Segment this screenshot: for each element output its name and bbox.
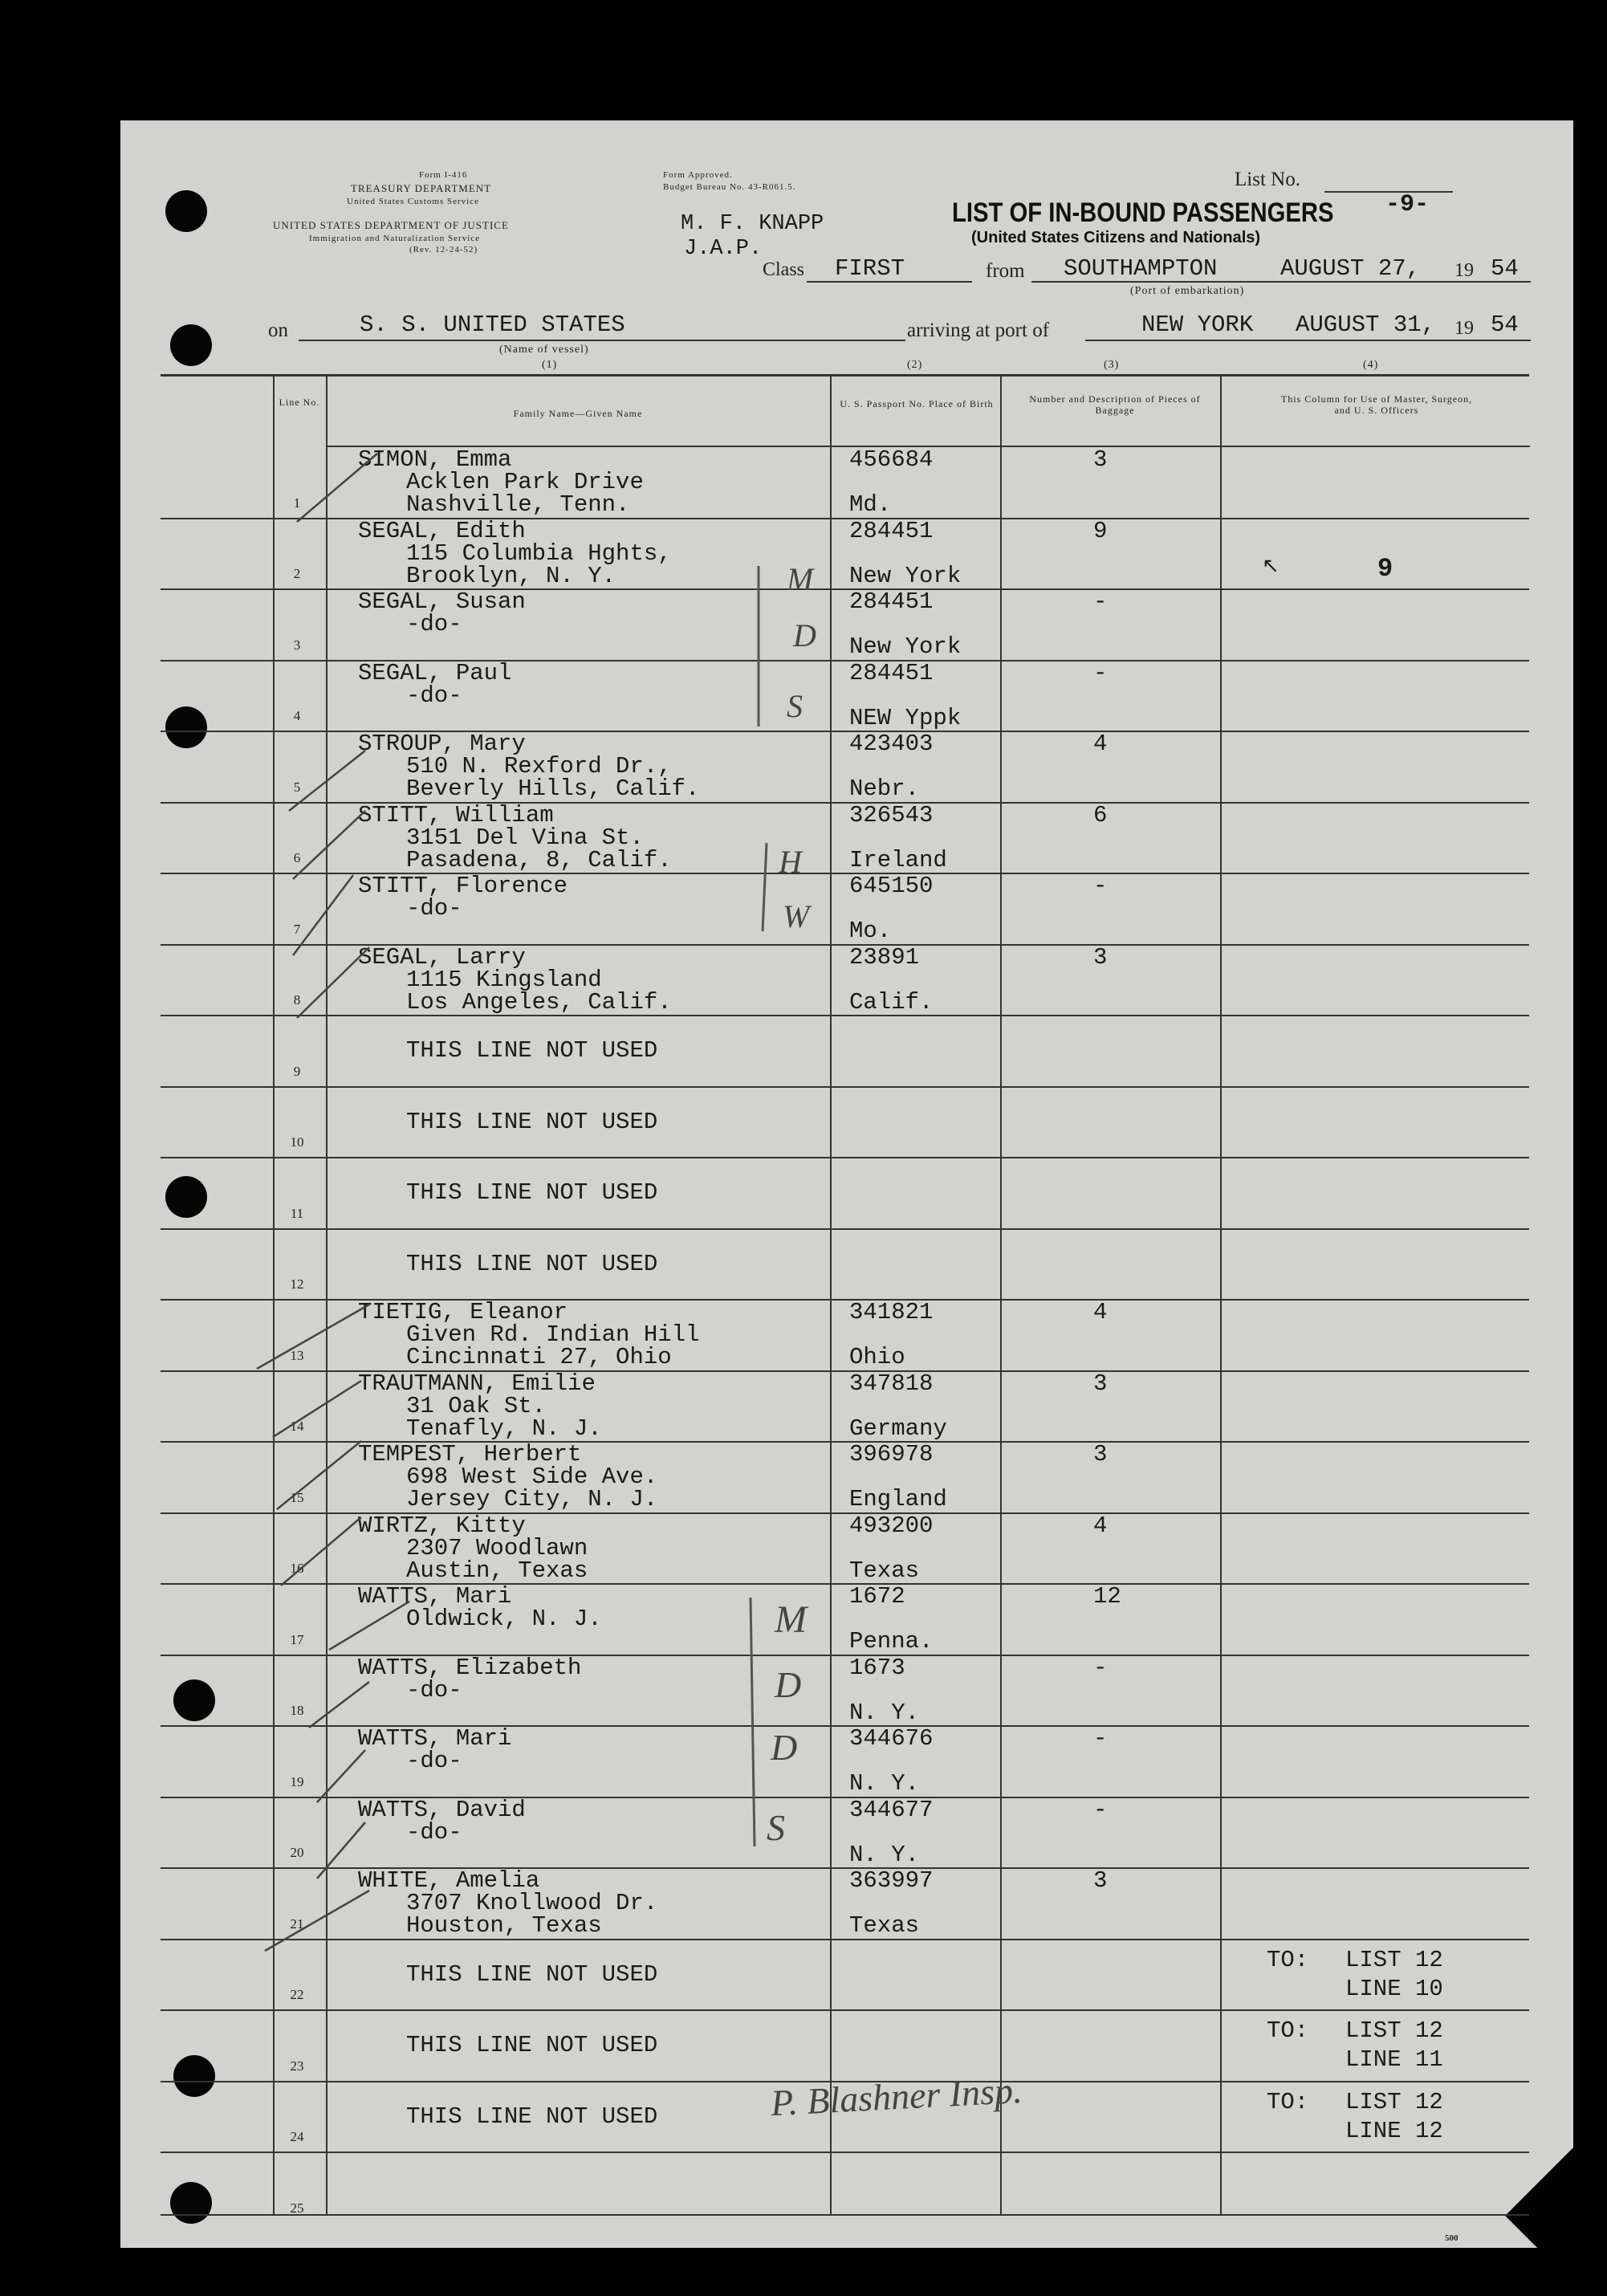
baggage-count: 4 bbox=[1093, 1299, 1108, 1325]
customs-service: United States Customs Service bbox=[347, 197, 479, 206]
unused-line-note: THIS LINE NOT USED bbox=[406, 1179, 658, 1206]
punch-hole bbox=[170, 324, 212, 366]
row-border bbox=[161, 2151, 1529, 2153]
passport-number: 456684 bbox=[849, 446, 934, 473]
passenger-address: Brooklyn, N. Y. bbox=[406, 562, 616, 589]
handwritten-note: D bbox=[771, 1727, 798, 1768]
passenger-address: 3707 Knollwood Dr. bbox=[406, 1890, 658, 1916]
passenger-address: Tenafly, N. J. bbox=[406, 1415, 602, 1442]
line-number: 6 bbox=[293, 850, 301, 865]
passport-number: 347818 bbox=[849, 1370, 934, 1397]
line-number: 20 bbox=[290, 1845, 304, 1860]
line-number: 21 bbox=[290, 1915, 304, 1932]
passenger-address: Jersey City, N. J. bbox=[406, 1486, 658, 1512]
baggage-count: 6 bbox=[1093, 801, 1108, 828]
arrival-date: AUGUST 31, bbox=[1296, 311, 1436, 338]
passenger-address: 510 N. Rexford Dr., bbox=[406, 753, 672, 780]
passport-number: 23891 bbox=[849, 943, 920, 971]
handwritten-note: D bbox=[793, 617, 816, 653]
table-top-border bbox=[161, 374, 1529, 377]
passenger-address: -do- bbox=[406, 1748, 462, 1774]
line-number: 18 bbox=[290, 1703, 304, 1718]
passenger-address: Acklen Park Drive bbox=[406, 469, 644, 495]
class-label: Class bbox=[763, 259, 805, 280]
embarkation-date: AUGUST 27, bbox=[1280, 255, 1421, 282]
passenger-name: TEMPEST, Herbert bbox=[358, 1441, 582, 1468]
row-border bbox=[161, 1086, 1529, 1088]
baggage-count: 4 bbox=[1093, 1512, 1108, 1539]
punch-hole bbox=[165, 1176, 207, 1218]
baggage-count: - bbox=[1093, 1725, 1108, 1752]
arrival-underline bbox=[1085, 340, 1531, 341]
line-number: 16 bbox=[290, 1561, 304, 1576]
line-number: 22 bbox=[290, 1987, 304, 2002]
place-of-birth: Texas bbox=[849, 1557, 920, 1584]
passport-number: 284451 bbox=[849, 659, 934, 686]
line-number: 5 bbox=[293, 779, 301, 795]
line-number: 19 bbox=[290, 1773, 304, 1789]
passport-number: 1673 bbox=[849, 1654, 905, 1681]
passenger-address: 1115 Kingsland bbox=[406, 966, 602, 993]
document-page bbox=[120, 120, 1573, 2248]
line-number: 10 bbox=[290, 1134, 304, 1150]
passenger-address: Given Rd. Indian Hill bbox=[406, 1321, 700, 1348]
vessel-caption: (Name of vessel) bbox=[499, 344, 589, 356]
punch-hole bbox=[170, 2182, 212, 2224]
place-of-birth: Md. bbox=[849, 491, 892, 518]
form-approved: Form Approved. bbox=[663, 170, 733, 180]
passenger-address: -do- bbox=[406, 1818, 462, 1846]
passenger-address: Los Angeles, Calif. bbox=[406, 988, 672, 1016]
passport-number: 344677 bbox=[849, 1796, 934, 1823]
line-number: 3 bbox=[293, 637, 301, 653]
passenger-name: WATTS, Mari bbox=[358, 1725, 512, 1752]
place-of-birth: Texas bbox=[849, 1912, 920, 1939]
baggage-count: - bbox=[1093, 873, 1108, 899]
embarkation-year-prefix: 19 bbox=[1454, 260, 1474, 281]
place-of-birth: N. Y. bbox=[849, 1841, 920, 1868]
punch-hole bbox=[165, 706, 207, 748]
row-border bbox=[161, 1015, 1529, 1016]
baggage-count: - bbox=[1093, 659, 1108, 686]
place-of-birth: N. Y. bbox=[849, 1699, 920, 1726]
vessel-underline bbox=[299, 340, 905, 341]
passport-number: 284451 bbox=[849, 517, 934, 544]
baggage-count: - bbox=[1093, 1654, 1108, 1681]
list-no-value: -9- bbox=[1385, 191, 1430, 218]
from-label: from bbox=[986, 260, 1025, 282]
form-number: Form I-416 bbox=[419, 170, 468, 180]
passenger-name: SEGAL, Susan bbox=[358, 588, 526, 615]
passenger-address: -do- bbox=[406, 895, 462, 922]
line-number: 4 bbox=[293, 708, 301, 723]
official-row2-mark: 9 bbox=[1377, 554, 1393, 584]
col-header-line: Line No. bbox=[279, 397, 320, 408]
col4-num: (4) bbox=[1363, 359, 1379, 371]
row-border bbox=[161, 2009, 1529, 2011]
passenger-address: 698 West Side Ave. bbox=[406, 1463, 658, 1490]
baggage-count: 3 bbox=[1093, 943, 1108, 971]
passenger-name: STROUP, Mary bbox=[358, 731, 526, 757]
line-number: 25 bbox=[290, 2200, 304, 2216]
passport-number: 423403 bbox=[849, 731, 934, 757]
passenger-name: SEGAL, Larry bbox=[358, 943, 526, 971]
list-no-label: List No. bbox=[1235, 169, 1300, 190]
passenger-name: WHITE, Amelia bbox=[358, 1867, 540, 1894]
transfer-line: LINE 11 bbox=[1345, 2046, 1443, 2073]
transfer-line: LINE 12 bbox=[1345, 2117, 1443, 2144]
col-header-official: This Column for Use of Master, Surgeon, and U. S. Officers bbox=[1280, 393, 1473, 416]
baggage-count: 9 bbox=[1093, 517, 1108, 544]
line-number: 23 bbox=[290, 2058, 304, 2074]
class-value: FIRST bbox=[835, 255, 905, 282]
unused-line-note: THIS LINE NOT USED bbox=[406, 1250, 658, 1277]
col-header-baggage: Number and Description of Pieces of Baggage bbox=[1029, 393, 1201, 416]
line-number: 9 bbox=[293, 1063, 301, 1079]
transfer-list: LIST 12 bbox=[1345, 2088, 1443, 2115]
passenger-address: 2307 Woodlawn bbox=[406, 1534, 588, 1561]
line-number: 7 bbox=[293, 921, 301, 937]
place-of-birth: New York bbox=[849, 633, 962, 660]
baggage-count: - bbox=[1093, 1796, 1108, 1823]
passenger-address: Beverly Hills, Calif. bbox=[406, 776, 700, 802]
justice-dept: UNITED STATES DEPARTMENT OF JUSTICE bbox=[273, 219, 509, 231]
passenger-address: Oldwick, N. J. bbox=[406, 1606, 602, 1632]
passenger-address: Pasadena, 8, Calif. bbox=[406, 846, 672, 873]
place-of-birth: Mo. bbox=[849, 918, 892, 944]
transfer-list: LIST 12 bbox=[1345, 2017, 1443, 2044]
on-label: on bbox=[268, 320, 288, 341]
passenger-address: Nashville, Tenn. bbox=[406, 491, 630, 518]
print-mark: 500 bbox=[1445, 2233, 1459, 2243]
punch-hole bbox=[173, 1679, 215, 1721]
table-bottom-border bbox=[161, 2214, 1529, 2216]
passport-number: 326543 bbox=[849, 801, 934, 828]
place-of-birth: Nebr. bbox=[849, 776, 920, 802]
passport-number: 344676 bbox=[849, 1725, 934, 1752]
passenger-address: Cincinnati 27, Ohio bbox=[406, 1344, 672, 1370]
col-header-passport: U. S. Passport No. Place of Birth bbox=[840, 398, 994, 409]
row-border bbox=[161, 1228, 1529, 1230]
col1-num: (1) bbox=[542, 359, 558, 371]
line-number: 14 bbox=[290, 1419, 304, 1434]
place-of-birth: Ireland bbox=[849, 846, 947, 873]
passenger-name: SEGAL, Paul bbox=[358, 659, 512, 686]
passport-number: 363997 bbox=[849, 1867, 934, 1894]
passenger-name: WATTS, Elizabeth bbox=[358, 1654, 582, 1681]
line-number: 17 bbox=[290, 1631, 304, 1647]
baggage-count: 3 bbox=[1093, 446, 1108, 473]
passenger-address: -do- bbox=[406, 611, 462, 637]
line-number: 13 bbox=[290, 1347, 304, 1363]
baggage-count: - bbox=[1093, 588, 1108, 615]
passport-number: 284451 bbox=[849, 588, 934, 615]
baggage-count: 3 bbox=[1093, 1370, 1108, 1397]
passport-number: 1672 bbox=[849, 1583, 905, 1610]
treasury-dept: TREASURY DEPARTMENT bbox=[351, 182, 492, 194]
baggage-count: 12 bbox=[1093, 1583, 1121, 1610]
passenger-name: WIRTZ, Kitty bbox=[358, 1512, 526, 1539]
form-revision: (Rev. 12-24-52) bbox=[409, 245, 478, 254]
punch-hole bbox=[165, 190, 207, 232]
passenger-address: -do- bbox=[406, 1676, 462, 1704]
passport-number: 493200 bbox=[849, 1512, 934, 1539]
port-embark-caption: (Port of embarkation) bbox=[1130, 285, 1245, 297]
place-of-birth: New York bbox=[849, 562, 962, 589]
line-number: 1 bbox=[293, 495, 301, 511]
handwritten-note: S bbox=[787, 688, 803, 724]
place-of-birth: Ohio bbox=[849, 1344, 905, 1370]
handwritten-note: S bbox=[767, 1807, 785, 1848]
place-of-birth: Germany bbox=[849, 1415, 947, 1442]
inspector-signature: P. Blashner Insp. bbox=[769, 2069, 1023, 2124]
col-header-name: Family Name—Given Name bbox=[513, 408, 643, 419]
transfer-list: LIST 12 bbox=[1345, 1946, 1443, 1973]
passenger-name: TRAUTMANN, Emilie bbox=[358, 1370, 596, 1397]
unused-line-note: THIS LINE NOT USED bbox=[406, 2103, 658, 2130]
line-number: 8 bbox=[293, 992, 301, 1008]
place-of-birth: Penna. bbox=[849, 1628, 934, 1655]
handwritten-note: H bbox=[779, 844, 802, 880]
baggage-count: 3 bbox=[1093, 1441, 1108, 1468]
col3-num: (3) bbox=[1104, 359, 1120, 371]
officer-name: M. F. KNAPP bbox=[681, 212, 824, 236]
embarkation-year: 54 bbox=[1491, 255, 1519, 282]
line-number: 2 bbox=[293, 566, 301, 581]
line-number: 15 bbox=[290, 1489, 304, 1505]
row-border bbox=[161, 1939, 1529, 1940]
passport-number: 396978 bbox=[849, 1441, 934, 1468]
passport-number: 341821 bbox=[849, 1299, 934, 1325]
unused-line-note: THIS LINE NOT USED bbox=[406, 1960, 658, 1988]
transfer-to-label: TO: bbox=[1267, 1946, 1309, 1973]
passenger-address: -do- bbox=[406, 682, 462, 709]
unused-line-note: THIS LINE NOT USED bbox=[406, 1037, 658, 1064]
arrival-port: NEW YORK bbox=[1141, 311, 1254, 338]
passenger-name: SEGAL, Edith bbox=[358, 517, 526, 544]
passenger-name: SIMON, Emma bbox=[358, 446, 512, 473]
line-number: 12 bbox=[290, 1276, 304, 1292]
col2-num: (2) bbox=[907, 359, 923, 371]
place-of-birth: Calif. bbox=[849, 988, 934, 1016]
officer-initials: J.A.P. bbox=[684, 237, 763, 261]
port-of-embarkation: SOUTHAMPTON bbox=[1064, 255, 1218, 282]
passenger-address: Houston, Texas bbox=[406, 1912, 602, 1939]
arriving-label: arriving at port of bbox=[907, 320, 1050, 341]
passenger-name: TIETIG, Eleanor bbox=[358, 1299, 568, 1325]
place-of-birth: NEW Yppk bbox=[849, 704, 962, 731]
place-of-birth: N. Y. bbox=[849, 1770, 920, 1797]
ins-service: Immigration and Naturalization Service bbox=[309, 234, 481, 243]
place-of-birth: England bbox=[849, 1486, 947, 1512]
baggage-count: 3 bbox=[1093, 1867, 1108, 1894]
check-mark-icon: ↖ bbox=[1262, 555, 1279, 579]
passenger-address: 115 Columbia Hghts, bbox=[406, 539, 672, 567]
transfer-to-label: TO: bbox=[1267, 2017, 1309, 2044]
arrival-year: 54 bbox=[1491, 311, 1519, 338]
passenger-address: 31 Oak St. bbox=[406, 1392, 547, 1419]
passenger-name: STITT, William bbox=[358, 801, 554, 828]
line-number: 24 bbox=[290, 2129, 304, 2144]
handwritten-note: M bbox=[787, 561, 814, 597]
form-title: LIST OF IN-BOUND PASSENGERS bbox=[952, 197, 1334, 228]
unused-line-note: THIS LINE NOT USED bbox=[406, 2032, 658, 2058]
transfer-line: LINE 10 bbox=[1345, 1975, 1443, 2002]
passenger-address: Austin, Texas bbox=[406, 1557, 588, 1584]
passenger-name: STITT, Florence bbox=[358, 873, 568, 899]
budget-bureau: Budget Bureau No. 43-R061.5. bbox=[663, 182, 796, 192]
arrival-year-prefix: 19 bbox=[1454, 318, 1474, 339]
row-border bbox=[161, 1157, 1529, 1158]
baggage-count: 4 bbox=[1093, 731, 1108, 757]
punch-hole bbox=[173, 2055, 215, 2097]
passenger-name: WATTS, Mari bbox=[358, 1583, 512, 1610]
unused-line-note: THIS LINE NOT USED bbox=[406, 1108, 658, 1135]
form-subtitle: (United States Citizens and Nationals) bbox=[971, 229, 1261, 246]
line-number: 11 bbox=[290, 1205, 304, 1221]
vessel-name: S. S. UNITED STATES bbox=[360, 311, 625, 338]
transfer-to-label: TO: bbox=[1267, 2088, 1309, 2115]
passenger-name: WATTS, David bbox=[358, 1796, 526, 1823]
passport-number: 645150 bbox=[849, 873, 934, 899]
handwritten-note: D bbox=[775, 1664, 802, 1705]
handwritten-note: M bbox=[775, 1598, 807, 1641]
passenger-address: 3151 Del Vina St. bbox=[406, 824, 644, 851]
handwritten-note: W bbox=[783, 898, 810, 934]
